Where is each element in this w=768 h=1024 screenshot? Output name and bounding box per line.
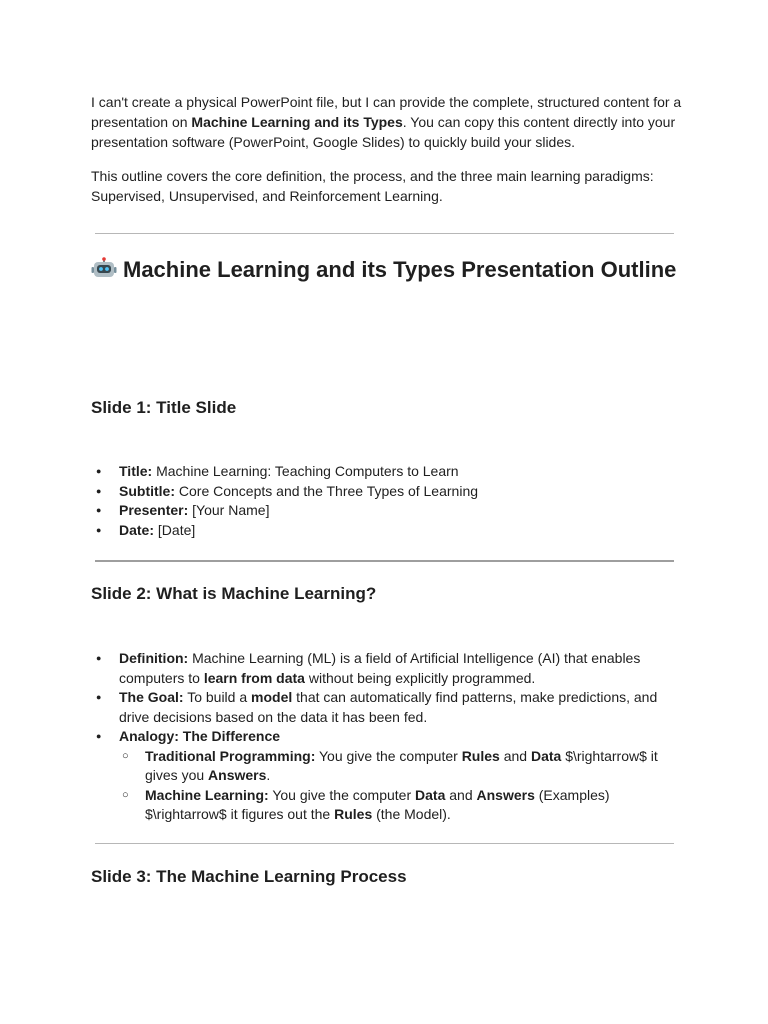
- item-text: and: [445, 786, 477, 803]
- goal-item: [91, 688, 691, 727]
- item-label: Presenter:: [119, 502, 189, 518]
- item-bold: Answers: [476, 786, 535, 803]
- item-text: To build a: [183, 689, 252, 705]
- slide1-list: [91, 462, 691, 540]
- item-bold: Rules: [334, 806, 373, 822]
- intro-text-end: . You can copy this content directly into your presentation software (PowerPoint, Google Slides) to quickly build your slides.: [91, 114, 676, 150]
- list-item: [91, 462, 691, 482]
- item-label: Definition:: [119, 650, 189, 666]
- item-label: Analogy: The Difference: [119, 728, 281, 744]
- divider: [95, 233, 674, 234]
- item-text: Core Concepts and the Three Types of Learning: [175, 482, 479, 499]
- divider: [95, 560, 674, 562]
- list-item: [91, 521, 691, 541]
- item-text: without being explicitly programmed.: [304, 669, 536, 686]
- item-text: $\rightarrow$ it gives you: [145, 747, 658, 783]
- item-text: Machine Learning: Teaching Computers to Learn: [152, 463, 459, 479]
- intro-text: I can't create a physical PowerPoint file, but I can provide the complete, structured content for a presentation on: [91, 94, 682, 130]
- robot-icon: [91, 256, 117, 278]
- list-item: [91, 482, 691, 502]
- item-bold: Data: [530, 747, 562, 764]
- item-text: (the Model).: [372, 806, 451, 822]
- slide2-heading: Slide 2: What is Machine Learning?: [91, 584, 377, 603]
- traditional-programming-item: [119, 747, 691, 786]
- item-label: Traditional Programming:: [145, 747, 316, 764]
- item-text: .: [266, 767, 271, 783]
- item-label: Date:: [119, 521, 155, 538]
- machine-learning-item: [119, 786, 691, 825]
- item-text: You give the computer: [315, 747, 462, 764]
- item-text: Machine Learning (ML) is a field of Artificial Intelligence (AI) that enables computers to: [119, 650, 641, 686]
- item-bold: learn from data: [203, 669, 305, 686]
- item-label: Machine Learning:: [145, 786, 269, 803]
- main-heading: [91, 254, 691, 285]
- item-label: Title:: [119, 463, 153, 479]
- slide2-list: [91, 649, 691, 825]
- item-label: The Goal:: [119, 689, 184, 705]
- intro-paragraph: [91, 92, 691, 152]
- list-item: [91, 501, 691, 521]
- intro-topic-bold: Machine Learning and its Types: [191, 114, 403, 130]
- item-bold: Rules: [461, 747, 500, 764]
- item-label: Subtitle:: [119, 482, 175, 499]
- item-text: that can automatically find patterns, make predictions, and drive decisions based on the data it has been fed.: [119, 689, 658, 725]
- item-text: [Your Name]: [188, 502, 270, 518]
- analogy-item: [91, 727, 691, 825]
- item-bold: Data: [415, 786, 446, 803]
- item-text: (Examples) $\rightarrow$ it figures out the: [145, 786, 610, 822]
- item-text: [Date]: [154, 521, 196, 538]
- definition-item: [91, 649, 691, 688]
- divider: [95, 843, 674, 844]
- item-bold: model: [251, 689, 293, 705]
- slide1-heading: Slide 1: Title Slide: [91, 398, 237, 417]
- slide3-heading: Slide 3: The Machine Learning Process: [91, 867, 407, 886]
- analogy-sublist: [119, 747, 691, 825]
- item-text: You give the computer: [268, 786, 416, 803]
- main-heading-text: Machine Learning and its Types Presentation Outline: [123, 257, 677, 282]
- item-bold: Answers: [208, 767, 267, 783]
- item-text: and: [499, 747, 531, 764]
- outline-summary-paragraph: This outline covers the core definition, the process, and the three main learning paradigms: Supervised, Unsupervised, and Reinforcement Learning.: [91, 168, 654, 204]
